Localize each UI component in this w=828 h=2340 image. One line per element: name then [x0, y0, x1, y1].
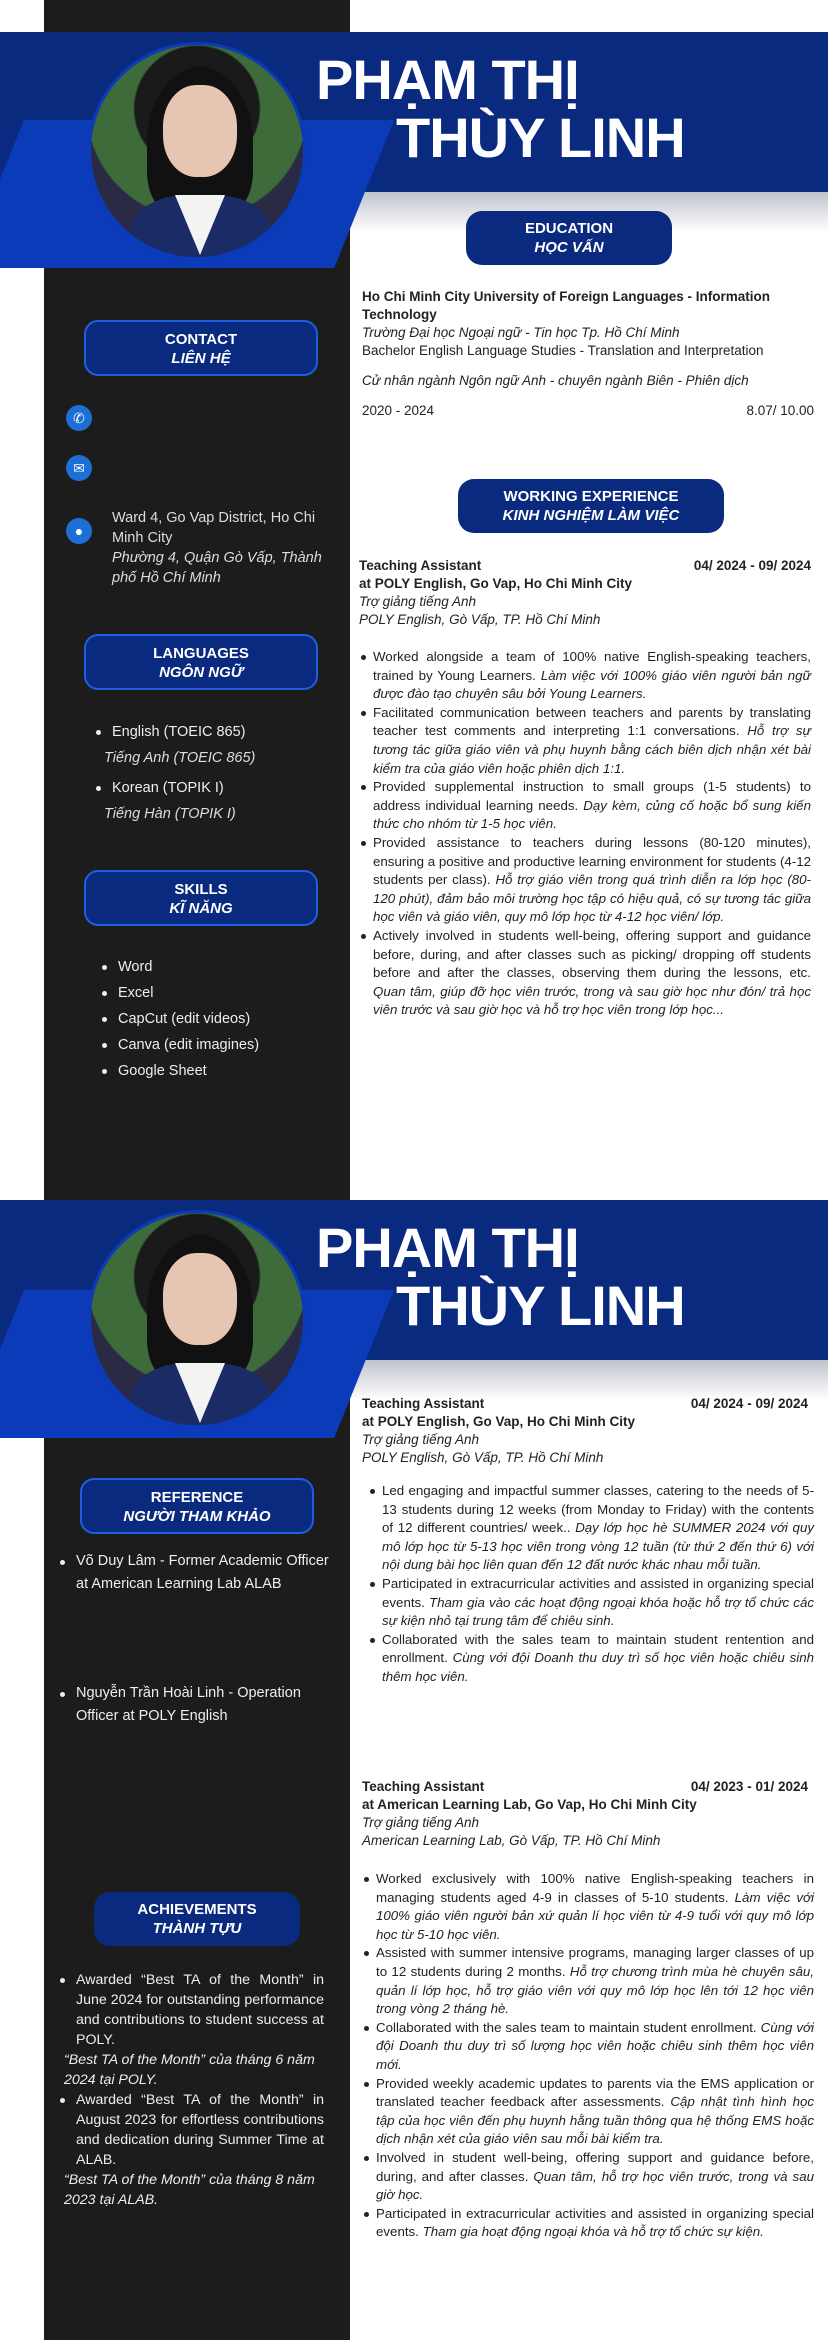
- list-item: Võ Duy Lâm - Former Academic Officer at American Learning Lab ALAB: [58, 1550, 334, 1596]
- experience-heading: WORKING EXPERIENCE KINH NGHIỆM LÀM VIỆC: [458, 479, 724, 533]
- job-1-bullets: [359, 648, 811, 1020]
- job-1b-header: [362, 1395, 808, 1467]
- reference-heading: REFERENCE NGƯỜI THAM KHẢO: [80, 1478, 314, 1534]
- job-org: at POLY English, Go Vap, Ho Chi Minh City: [362, 1414, 636, 1429]
- job-org-vi: POLY English, Gò Vấp, TP. Hồ Chí Minh: [362, 1450, 604, 1465]
- list-item: Participated in extracurricular activities and assisted in organizing special events. Tham gia hoạt động ngoại khóa và hỗ trợ tổ chức sự kiện.: [362, 2205, 814, 2242]
- list-item: Collaborated with the sales team to maintain student enrollment. Cùng với đội Doanh thu duy trì số lượng học viên hoặc chiêu sinh thêm học viên mới.: [362, 2019, 814, 2075]
- list-item: Worked alongside a team of 100% native English-speaking teachers, trained by Young Learners. Làm việc với 100% giáo viên người bản ngữ được đào tạo chuyên sâu bởi Young Learners.: [359, 648, 811, 704]
- achievements-heading: ACHIEVEMENTS THÀNH TỰU: [94, 1892, 300, 1946]
- job-title-vi: Trợ giảng tiếng Anh: [359, 594, 476, 609]
- job-1b-bullets: [368, 1482, 814, 1687]
- list-item: Participated in extracurricular activities and assisted in organizing special events. Tham gia vào các hoạt động ngoại khóa hoặc hỗ trợ tổ chức các sự kiện nhỏ tại trung tâm để chiêu sinh.: [368, 1575, 814, 1631]
- address-vi: Phường 4, Quận Gò Vấp, Thành phố Hồ Chí Minh: [112, 550, 322, 586]
- education-years: 2020 - 2024: [362, 403, 435, 418]
- job-2-bullets: [362, 1870, 814, 2242]
- degree: Bachelor English Language Studies - Translation and Interpretation: [362, 343, 764, 358]
- job-dates: 04/ 2024 - 09/ 2024: [693, 558, 811, 573]
- list-item: English (TOEIC 865) Tiếng Anh (TOEIC 865): [94, 719, 334, 771]
- address-en: Ward 4, Go Vap District, Ho Chi Minh City: [112, 510, 316, 546]
- list-item: CapCut (edit videos): [100, 1006, 330, 1032]
- job-1-header: [359, 557, 811, 629]
- phone-icon: ✆: [66, 405, 92, 431]
- reference-list: [58, 1550, 334, 1728]
- skills-heading: SKILLS KĨ NĂNG: [84, 870, 318, 926]
- degree-vi: Cử nhân ngành Ngôn ngữ Anh - chuyên ngành Biên - Phiên dịch: [362, 373, 749, 388]
- job-2-header: [362, 1778, 808, 1850]
- job-org-vi: American Learning Lab, Gò Vấp, TP. Hồ Chí Minh: [362, 1833, 661, 1848]
- job-org: at American Learning Lab, Go Vap, Ho Chi Minh City: [362, 1797, 697, 1812]
- list-item: Provided supplemental instruction to small groups (1-5 students) to address individual learning needs. Dạy kèm, củng cố hoặc bổ sung kiến thức cho nhóm từ 1-5 học viên.: [359, 778, 811, 834]
- job-org-vi: POLY English, Gò Vấp, TP. Hồ Chí Minh: [359, 612, 601, 627]
- job-title: Teaching Assistant: [359, 558, 482, 573]
- name-line-1: PHẠM THỊ: [316, 48, 579, 111]
- list-item: Provided weekly academic updates to parents via the EMS application or translated teacher feedback after assessments. Cập nhật tình hình học tập của học viên đến phụ huynh hằng tuần thông qua hệ thống EMS hoặc dịch nhận xét của giáo viên sau mỗi bài kiểm tra.: [362, 2075, 814, 2149]
- name-line-2: THÙY LINH: [396, 106, 685, 169]
- education-gpa: 8.07/ 10.00: [746, 403, 814, 418]
- languages-list: [94, 719, 334, 827]
- list-item: Assisted with summer intensive programs, managing larger classes of up to 12 students during 2 months. Hỗ trợ chương trình mùa hè chuyên sâu, quản lí lớp học, hỗ trợ giáo viên với quy mô lớp học lên tới 12 học viên trong vòng 2 tháng hè.: [362, 1944, 814, 2018]
- list-item: Collaborated with the sales team to maintain student rentention and enrollment. Cùng với đội Doanh thu duy trì số học viên hoặc chiêu sinh thêm học viên.: [368, 1631, 814, 1687]
- list-item: Canva (edit imagines): [100, 1032, 330, 1058]
- school-name-vi: Trường Đại học Ngoại ngữ - Tin học Tp. Hồ Chí Minh: [362, 325, 680, 340]
- achievements-list: [58, 1970, 324, 2210]
- languages-heading: LANGUAGES NGÔN NGỮ: [84, 634, 318, 690]
- list-item: Word: [100, 954, 330, 980]
- list-item: Nguyễn Trần Hoài Linh - Operation Officer at POLY English: [58, 1682, 334, 1728]
- address: [112, 508, 332, 588]
- list-item: Excel: [100, 980, 330, 1006]
- job-dates: 04/ 2024 - 09/ 2024: [690, 1396, 808, 1411]
- job-title: Teaching Assistant: [362, 1396, 485, 1411]
- list-item: Involved in student well-being, offering support and guidance before, during, and after classes. Quan tâm, hỗ trợ học viên trước, trong và sau giờ học.: [362, 2149, 814, 2205]
- header-shadow: [350, 1360, 828, 1400]
- list-item: Worked exclusively with 100% native English-speaking teachers in managing students aged 4-9 in classes of 5-10 students. Làm việc với 100% giáo viên người bản xứ quản lí học viên từ 4-9 tuổi với quy mô lớp học từ 5-10 học viên.: [362, 1870, 814, 1944]
- resume-page-2: [0, 1170, 828, 2340]
- job-title-vi: Trợ giảng tiếng Anh: [362, 1432, 479, 1447]
- profile-photo: [88, 1210, 306, 1428]
- job-title: Teaching Assistant: [362, 1779, 485, 1794]
- email-icon: ✉: [66, 455, 92, 481]
- list-item: Facilitated communication between teachers and parents by translating teacher test comments and interpreting 1:1 conversations. Hỗ trợ sự tương tác giữa giáo viên và phụ huynh bằng cách biên dịch nhận xét bài kiểm tra của giáo viên hoặc phiên dịch 1:1.: [359, 704, 811, 778]
- school-name: Ho Chi Minh City University of Foreign Languages - Information Technology: [362, 289, 771, 322]
- list-item: Actively involved in students well-being, offering support and guidance before, during, and after classes such as picking/ dropping off students before and after the classes, observing them during the lessons, etc. Quan tâm, giúp đỡ học viên trước, trong và sau giờ học như đón/ trả học viên trước và sau giờ học và hỗ trợ học viên trong lớp học...: [359, 927, 811, 1020]
- contact-heading: CONTACT LIÊN HỆ: [84, 320, 318, 376]
- name-line-2: THÙY LINH: [396, 1274, 685, 1337]
- skills-list: [100, 954, 330, 1084]
- list-item: Google Sheet: [100, 1058, 330, 1084]
- education-details: [362, 288, 814, 420]
- job-dates: 04/ 2023 - 01/ 2024: [690, 1779, 808, 1794]
- job-org: at POLY English, Go Vap, Ho Chi Minh City: [359, 576, 633, 591]
- list-item: Awarded “Best TA of the Month” in June 2024 for outstanding performance and contributions to student success at POLY. “Best TA of the Month” của tháng 6 năm 2024 tại POLY.: [58, 1970, 324, 2090]
- list-item: Korean (TOPIK I) Tiếng Hàn (TOPIK I): [94, 775, 334, 827]
- list-item: Provided assistance to teachers during lessons (80-120 minutes), ensuring a positive and productive learning environment for students (4-12 students per class). Hỗ trợ giáo viên trong quá trình diễn ra lớp học (80-120 phút), đảm bảo môi trường học tập có hiệu quả, có sự tương tác giữa học viên và giáo viên, quy mô lớp học từ 4-12 học viên/ lớp.: [359, 834, 811, 927]
- job-title-vi: Trợ giảng tiếng Anh: [362, 1815, 479, 1830]
- location-pin-icon: ●: [66, 518, 92, 544]
- list-item: Awarded “Best TA of the Month” in August 2023 for effortless contributions and dedication during Summer Time at ALAB. “Best TA of the Month” của tháng 8 năm 2023 tại ALAB.: [58, 2090, 324, 2210]
- profile-photo: [88, 42, 306, 260]
- name-line-1: PHẠM THỊ: [316, 1216, 579, 1279]
- education-heading: EDUCATION HỌC VẤN: [466, 211, 672, 265]
- list-item: Led engaging and impactful summer classes, catering to the needs of 5-13 students during 12 weeks (from Monday to Friday) with the contents of 12 different countries/ week.. Dạy lớp học hè SUMMER 2024 với quy mô lớp học từ 5-13 học viên trong vòng 12 tuần (từ thứ 2 đến thứ 6) với nội dung bài học liên quan đến 12 đất nước khác nhau mỗi tuần.: [368, 1482, 814, 1575]
